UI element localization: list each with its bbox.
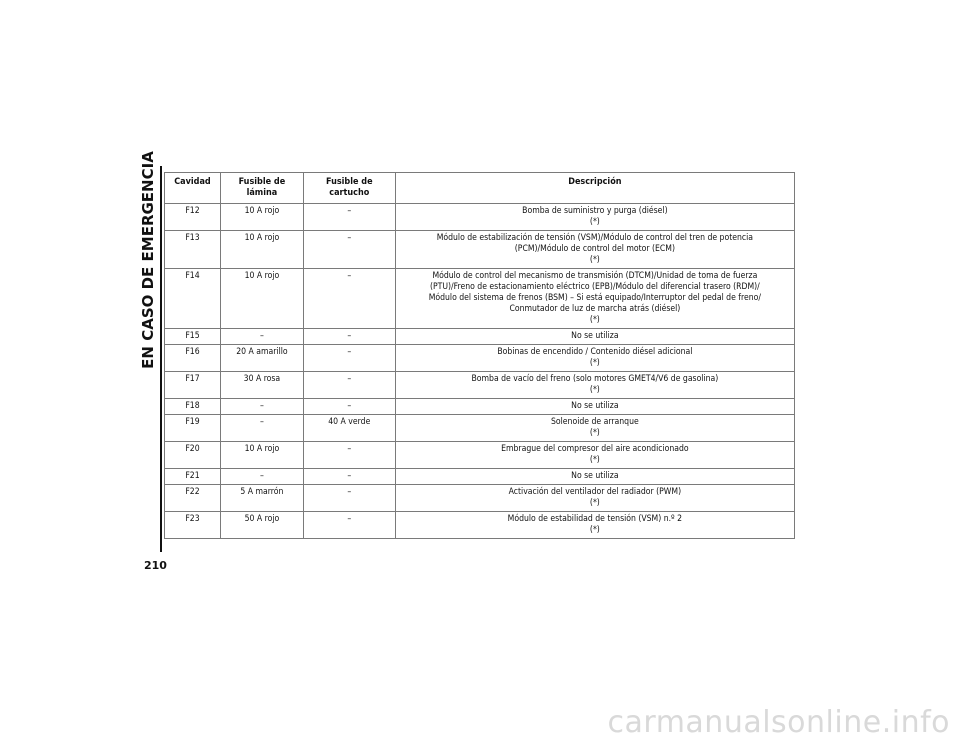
table-row bbox=[165, 399, 795, 415]
cell-description: Módulo de estabilidad de tensión (VSM) n.º 2 (*) bbox=[395, 512, 794, 539]
table-row bbox=[165, 415, 795, 442]
cell-description: Bomba de suministro y purga (diésel) (*) bbox=[395, 204, 794, 231]
cell-cavity: F18 bbox=[165, 399, 221, 415]
table-row bbox=[165, 512, 795, 539]
cell-blade-fuse: 20 A amarillo bbox=[220, 345, 303, 372]
table-row bbox=[165, 231, 795, 269]
cell-cartridge-fuse: – bbox=[303, 442, 395, 469]
table-row bbox=[165, 485, 795, 512]
cell-cavity: F21 bbox=[165, 469, 221, 485]
cell-cartridge-fuse: – bbox=[303, 399, 395, 415]
table-row bbox=[165, 469, 795, 485]
cell-blade-fuse: – bbox=[220, 399, 303, 415]
cell-cartridge-fuse: – bbox=[303, 345, 395, 372]
cell-description: Solenoide de arranque (*) bbox=[395, 415, 794, 442]
table-row bbox=[165, 345, 795, 372]
cell-blade-fuse: 5 A marrón bbox=[220, 485, 303, 512]
cell-cartridge-fuse: – bbox=[303, 204, 395, 231]
cell-blade-fuse: 10 A rojo bbox=[220, 204, 303, 231]
section-title: EN CASO DE EMERGENCIA bbox=[139, 151, 157, 369]
cell-blade-fuse: – bbox=[220, 415, 303, 442]
cell-cavity: F13 bbox=[165, 231, 221, 269]
cell-cartridge-fuse: – bbox=[303, 231, 395, 269]
cell-cartridge-fuse: – bbox=[303, 269, 395, 329]
header-cartridge-fuse: Fusible de cartucho bbox=[303, 173, 395, 204]
cell-description: No se utiliza bbox=[395, 329, 794, 345]
cell-blade-fuse: 10 A rojo bbox=[220, 442, 303, 469]
table-row bbox=[165, 269, 795, 329]
cell-description: Bomba de vacío del freno (solo motores GMET4/V6 de gasolina) (*) bbox=[395, 372, 794, 399]
cell-cartridge-fuse: – bbox=[303, 512, 395, 539]
cell-blade-fuse: 10 A rojo bbox=[220, 269, 303, 329]
cell-description: Activación del ventilador del radiador (PWM) (*) bbox=[395, 485, 794, 512]
cell-blade-fuse: – bbox=[220, 329, 303, 345]
cell-description: Módulo de estabilización de tensión (VSM)/Módulo de control del tren de potencia (PCM)/Módulo de control del motor (ECM) (*) bbox=[395, 231, 794, 269]
table-row bbox=[165, 329, 795, 345]
page-number: 210 bbox=[144, 559, 167, 572]
cell-blade-fuse: 50 A rojo bbox=[220, 512, 303, 539]
table-row bbox=[165, 372, 795, 399]
cell-cartridge-fuse: – bbox=[303, 485, 395, 512]
cell-description: Bobinas de encendido / Contenido diésel adicional (*) bbox=[395, 345, 794, 372]
table-row bbox=[165, 442, 795, 469]
cell-blade-fuse: 10 A rojo bbox=[220, 231, 303, 269]
section-title-vertical bbox=[134, 151, 162, 369]
header-blade-fuse: Fusible de lámina bbox=[220, 173, 303, 204]
cell-cartridge-fuse: – bbox=[303, 469, 395, 485]
cell-blade-fuse: 30 A rosa bbox=[220, 372, 303, 399]
cell-cartridge-fuse: 40 A verde bbox=[303, 415, 395, 442]
fuse-table-body bbox=[165, 204, 795, 539]
cell-cavity: F23 bbox=[165, 512, 221, 539]
cell-cartridge-fuse: – bbox=[303, 372, 395, 399]
cell-cavity: F12 bbox=[165, 204, 221, 231]
cell-blade-fuse: – bbox=[220, 469, 303, 485]
cell-description: Embrague del compresor del aire acondicionado (*) bbox=[395, 442, 794, 469]
cell-cavity: F14 bbox=[165, 269, 221, 329]
table-header-row bbox=[165, 173, 795, 204]
section-divider bbox=[160, 166, 162, 552]
cell-cavity: F16 bbox=[165, 345, 221, 372]
watermark: carmanualsonline.info bbox=[607, 705, 950, 740]
header-description: Descripción bbox=[395, 173, 794, 204]
cell-cavity: F20 bbox=[165, 442, 221, 469]
cell-description: No se utiliza bbox=[395, 399, 794, 415]
header-cavity: Cavidad bbox=[165, 173, 221, 204]
fuse-table bbox=[164, 172, 795, 539]
cell-cavity: F17 bbox=[165, 372, 221, 399]
cell-cavity: F22 bbox=[165, 485, 221, 512]
cell-cavity: F19 bbox=[165, 415, 221, 442]
cell-cartridge-fuse: – bbox=[303, 329, 395, 345]
table-row bbox=[165, 204, 795, 231]
cell-description: Módulo de control del mecanismo de transmisión (DTCM)/Unidad de toma de fuerza (PTU)/Freno de estacionamiento eléctrico (EPB)/Módulo del diferencial trasero (RDM)/ Módulo del sistema de frenos (BSM) – Si está equipado/Interruptor del pedal de freno/ Conmutador de luz de marcha atrás (diésel) (*) bbox=[395, 269, 794, 329]
cell-description: No se utiliza bbox=[395, 469, 794, 485]
cell-cavity: F15 bbox=[165, 329, 221, 345]
